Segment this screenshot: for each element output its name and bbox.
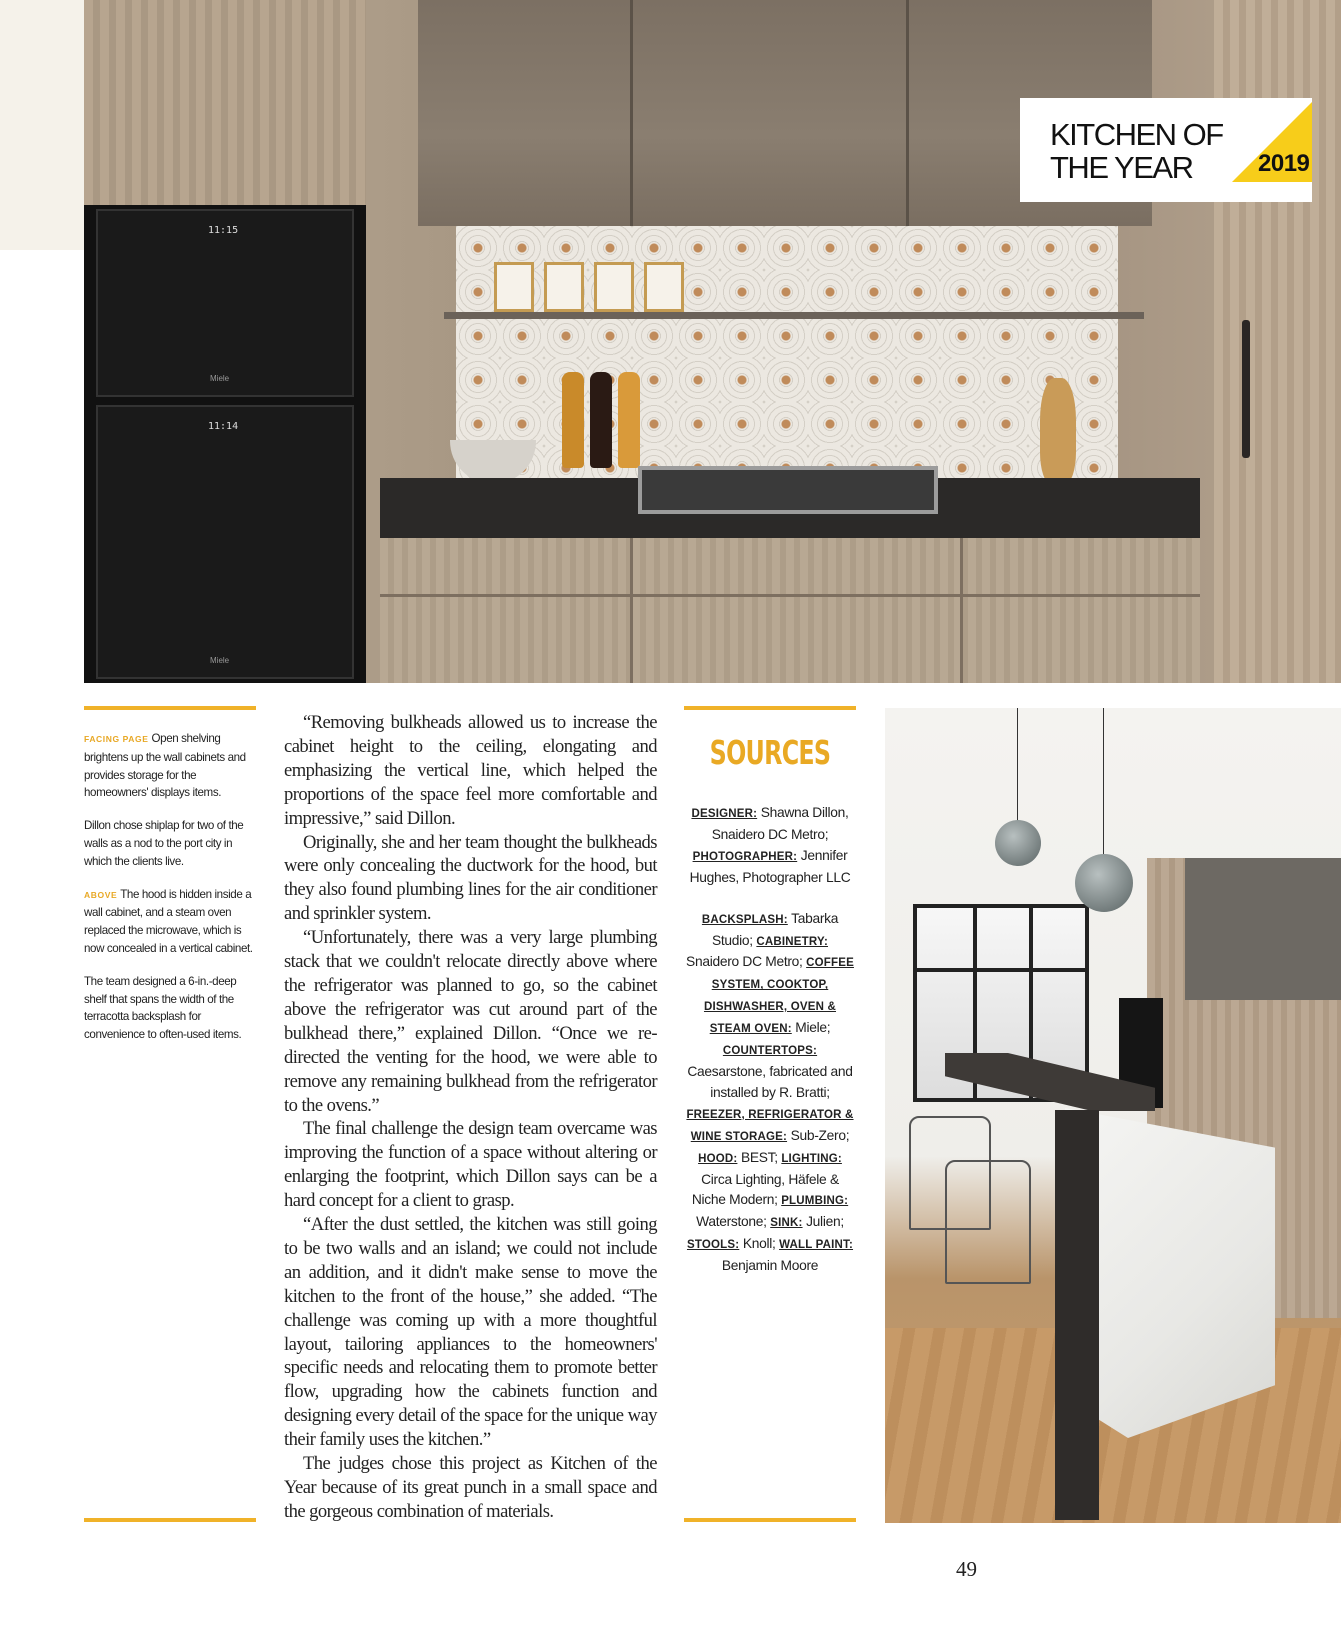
source-key: LIGHTING:: [781, 1152, 842, 1165]
caption: [84, 886, 256, 958]
source-value: Knoll;: [739, 1236, 780, 1252]
source-key: COFFEE SYSTEM, COOKTOP, DISHWASHER, OVEN & STEAM OVEN:: [703, 957, 854, 1036]
badge-year: 2019: [1258, 150, 1310, 177]
source-key: PHOTOGRAPHER:: [692, 850, 798, 863]
source-value: Sub-Zero;: [787, 1127, 850, 1143]
source-key: FREEZER, REFRIGERATOR & WINE STORAGE:: [686, 1108, 854, 1143]
picture-frame: [644, 262, 684, 312]
vinegar-bottle: [590, 372, 612, 468]
pendant-cord: [1103, 708, 1104, 860]
pendant-light: [995, 820, 1041, 866]
gray-upper-cabinets: [1185, 858, 1341, 1000]
source-key: STOOLS:: [686, 1239, 740, 1252]
cabinet-divider: [630, 538, 633, 683]
open-shelf: [444, 312, 1144, 319]
kitchen-of-the-year-badge: [1020, 98, 1312, 202]
oil-bottle: [618, 372, 640, 468]
article-paragraph: “After the dust settled, the kitchen was still going to be two walls and an island; we could not include an addition, and it didn't make sense to move the kitchen to the front of the house,” she added. “The challenge was coming up with a more thoughtful layout, tailoring appliances to the homeowners' specific needs and relocating them to promote better flow, upgrading how the cabinets function and designing every detail of the space for the unique way their family uses the kitchen.”: [284, 1214, 657, 1451]
caption-rule-top: [84, 706, 256, 710]
picture-frame: [544, 262, 584, 312]
caption-text: Open shelving brightens up the wall cabinets and provides storage for the homeowners' displays items.: [84, 732, 246, 800]
source-value: Benjamin Moore: [721, 1258, 819, 1274]
base-cabinets: [380, 538, 1200, 683]
sources-products: [684, 909, 856, 1277]
caption: [84, 730, 256, 802]
facing-page-edge: [0, 0, 84, 250]
source-key: DESIGNER:: [691, 808, 758, 820]
cabinet-seam: [630, 0, 633, 226]
pendant-cord: [1017, 708, 1018, 826]
oil-bottle: [562, 372, 584, 468]
oven-clock: 11:15: [208, 225, 239, 236]
cabinet-handle: [1242, 320, 1250, 458]
wall-oven: [96, 405, 354, 679]
article-body: [284, 711, 657, 1524]
island-kitchen-photo: [885, 708, 1341, 1523]
steam-oven: [96, 209, 354, 397]
article-paragraph: Originally, she and her team thought the bulkheads were only concealing the ductwork for the hood, but they also found plumbing lines for the air conditioner and sprinkler system.: [284, 831, 657, 925]
source-key: HOOD:: [698, 1152, 738, 1165]
badge-title: [1050, 118, 1223, 184]
source-key: COUNTERTOPS:: [722, 1045, 818, 1058]
source-value: Waterstone;: [696, 1214, 771, 1230]
oven-clock: 11:14: [208, 421, 239, 432]
wood-bar-leg: [1055, 1110, 1099, 1520]
picture-frame: [594, 262, 634, 312]
upper-wood-cabinet: [84, 0, 366, 205]
caption-label: ABOVE: [84, 889, 118, 900]
photo-captions: [84, 730, 256, 1059]
caption: [84, 973, 256, 1044]
oven-brand: Miele: [210, 374, 230, 383]
caption-label: FACING PAGE: [84, 734, 149, 744]
caption-text: The hood is hidden inside a wall cabinet, and a steam oven replaced the microwave, which is now concealed in a vertical cabinet.: [84, 887, 253, 955]
page-number: 49: [956, 1557, 977, 1581]
picture-frame: [494, 262, 534, 312]
source-value: Jennifer Hughes, Photographer LLC: [689, 847, 851, 885]
article-paragraph: The judges chose this project as Kitchen of the Year because of its great punch in a small space and the gorgeous combination of materials.: [284, 1453, 657, 1522]
source-value: Miele;: [791, 1020, 831, 1036]
gas-cooktop: [638, 466, 938, 514]
source-key: WALL PAINT:: [779, 1239, 854, 1252]
sources-heading: SOURCES: [709, 733, 831, 772]
window-mullion: [917, 968, 1085, 972]
badge-title-line2: THE YEAR: [1050, 150, 1193, 185]
cabinet-seam: [906, 0, 909, 226]
source-key: BACKSPLASH:: [701, 913, 788, 926]
sources-list: [684, 803, 856, 1297]
cabinet-divider: [960, 538, 963, 683]
source-value: Circa Lighting, Häfele & Niche Modern;: [691, 1171, 839, 1208]
badge-title-line1: KITCHEN OF: [1050, 117, 1223, 152]
caption-text: The team designed a 6-in.-deep shelf that spans the width of the terracotta backsplash for convenience to often-used items.: [84, 974, 242, 1042]
source-value: Shawna Dillon, Snaidero DC Metro;: [711, 805, 849, 842]
source-value: BEST;: [737, 1149, 782, 1165]
source-key: PLUMBING:: [781, 1195, 849, 1208]
wood-vase: [1040, 378, 1076, 484]
caption-rule-bottom: [84, 1518, 256, 1522]
article-paragraph: “Removing bulkheads allowed us to increase the cabinet height to the ceiling, elongating and emphasizing the vertical line, which helped the proportions of the space feel more comfortable and impressive,” said Dillon.: [284, 712, 657, 829]
oven-brand: Miele: [210, 656, 230, 665]
sources-credits: [684, 803, 856, 889]
wall-ovens: [84, 205, 366, 683]
source-value: Caesarstone, fabricated and installed by R. Bratti;: [687, 1063, 853, 1100]
article-paragraph: The final challenge the design team overcame was improving the function of a space without altering or enlarging the footprint, which Dillon says can be a hard concept for a client to grasp.: [284, 1118, 657, 1212]
caption: [84, 817, 256, 870]
pendant-light: [1075, 854, 1133, 912]
drawer-line: [380, 594, 1200, 597]
bar-stool: [945, 1160, 1031, 1284]
caption-text: Dillon chose shiplap for two of the walls as a nod to the port city in which the clients live.: [84, 819, 244, 868]
sources-rule-top: [684, 706, 856, 710]
source-key: CABINETRY:: [756, 935, 829, 948]
source-key: SINK:: [770, 1217, 803, 1230]
source-value: Julien;: [802, 1214, 844, 1230]
source-value: Tabarka Studio;: [711, 910, 839, 948]
source-value: Snaidero DC Metro;: [686, 954, 807, 970]
article-paragraph: “Unfortunately, there was a very large plumbing stack that we couldn't relocate directly above where the refrigerator was planned to go, so the cabinet above the refrigerator was cut around part of the bulkhead there,” explained Dillon. “Once we re-directed the venting for the hood, we were able to remove any remaining bulkhead from the refrigerator to the ovens.”: [284, 927, 657, 1116]
sources-rule-bottom: [684, 1518, 856, 1522]
